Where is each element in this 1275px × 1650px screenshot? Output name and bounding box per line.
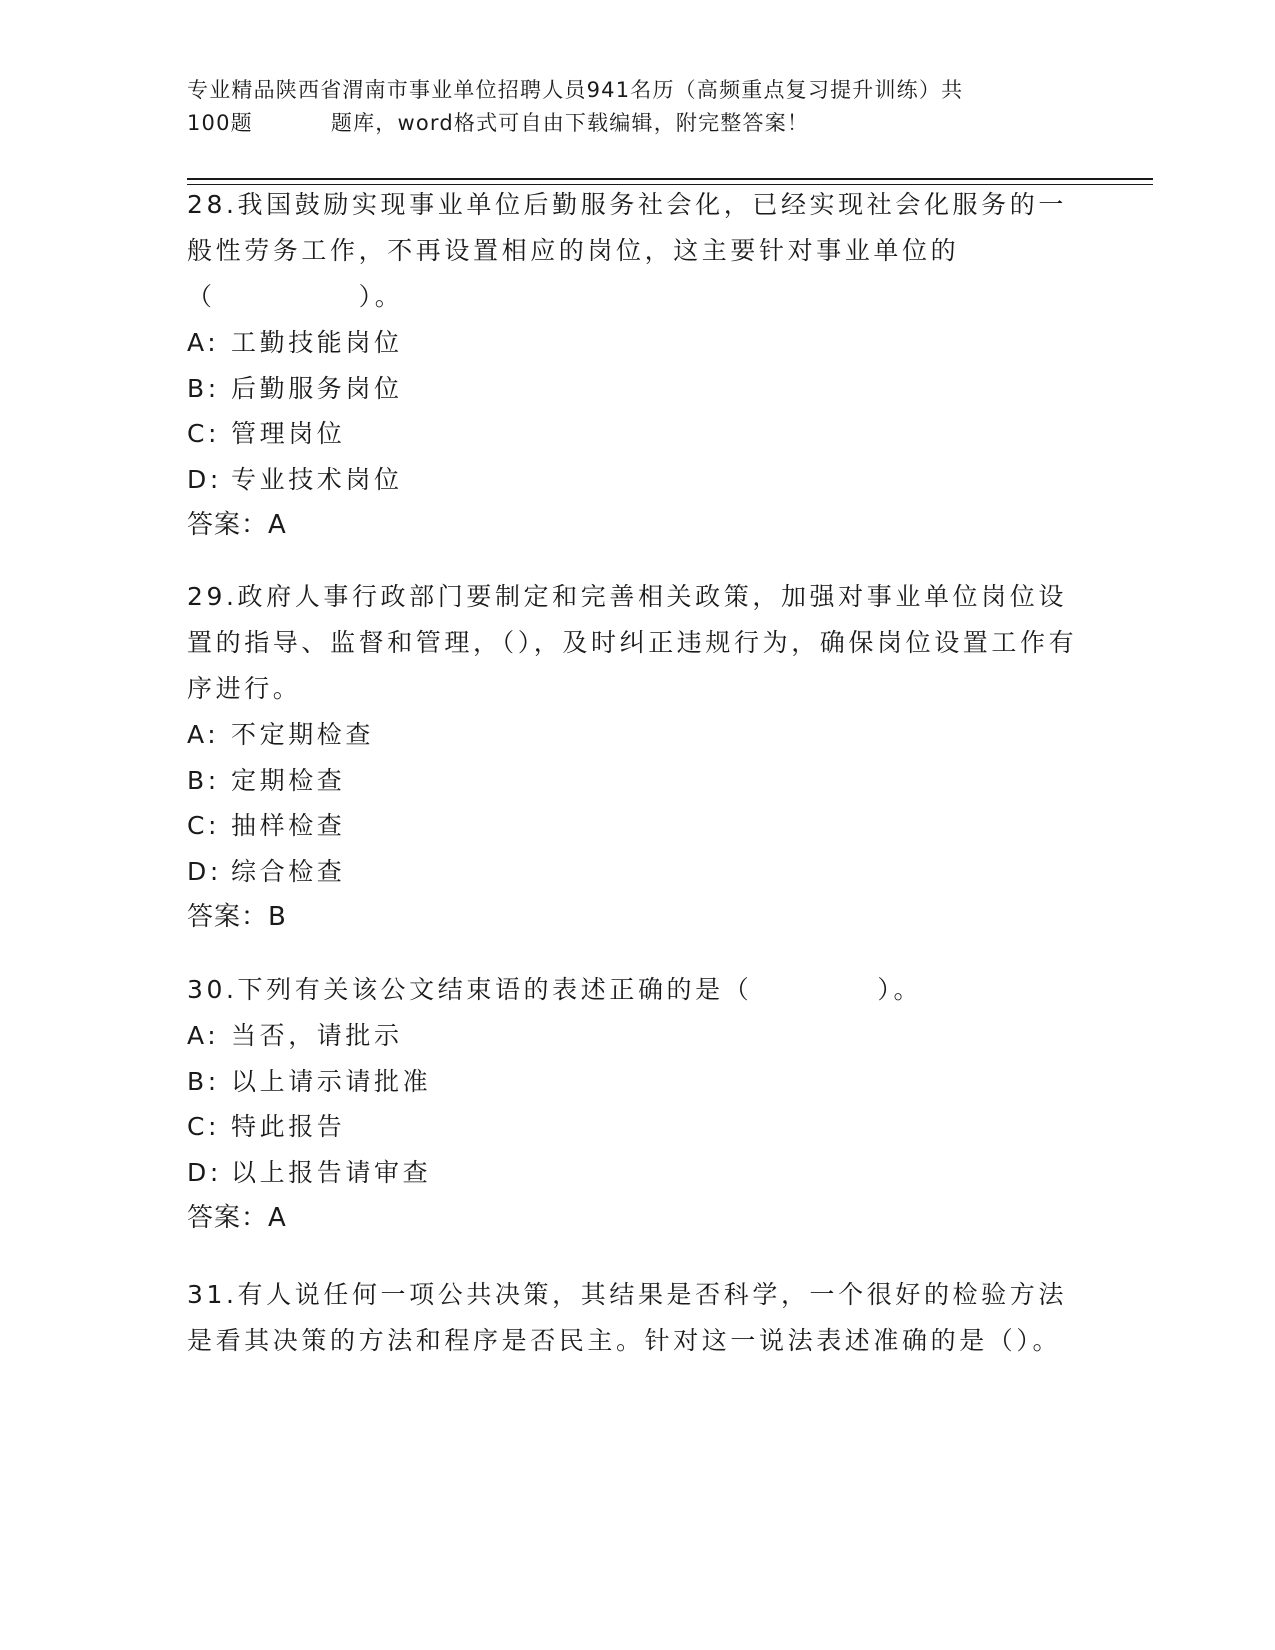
question-text: 31.有人说任何一项公共决策，其结果是否科学，一个很好的检验方法是看其决策的方法和程序是否民主。针对这一说法表述准确的是（）。 <box>187 1280 1067 1355</box>
option-text: 不定期检查 <box>231 720 375 749</box>
option-d <box>187 849 1087 895</box>
option-letter: D: <box>187 856 222 886</box>
option-text: 特此报告 <box>231 1112 346 1141</box>
question-30 <box>187 967 1087 1241</box>
question-text: 29.政府人事行政部门要制定和完善相关政策，加强对事业单位岗位设置的指导、监督和管理，（），及时纠正违规行为，确保岗位设置工作有序进行。 <box>187 582 1078 703</box>
option-c <box>187 803 1087 849</box>
header-line-2 <box>187 107 1067 140</box>
question-text-before: 30.下列有关该公文结束语的表述正确的是（ <box>187 975 753 1004</box>
option-text: 后勤服务岗位 <box>231 373 403 403</box>
question-text <box>187 967 1087 1013</box>
question-29 <box>187 574 1087 940</box>
option-b <box>187 1059 1087 1105</box>
option-c <box>187 1104 1087 1150</box>
option-letter: C: <box>187 1112 221 1141</box>
option-d <box>187 457 1087 503</box>
option-letter: A: <box>187 328 220 357</box>
header-count: 100题 <box>187 111 253 135</box>
document-header <box>187 74 1067 140</box>
option-b <box>187 758 1087 804</box>
option-a <box>187 1013 1087 1059</box>
option-letter: B: <box>187 1066 220 1096</box>
option-c <box>187 411 1087 457</box>
option-text: 以上请示请批准 <box>231 1066 432 1096</box>
question-28 <box>187 182 1087 548</box>
option-text: 工勤技能岗位 <box>231 328 403 357</box>
option-letter: B: <box>187 373 220 403</box>
option-letter: A: <box>187 720 220 749</box>
option-letter: C: <box>187 419 221 448</box>
option-text: 综合检查 <box>231 856 346 886</box>
header-divider-thick <box>187 178 1153 180</box>
answer: 答案：B <box>187 902 287 932</box>
answer: 答案：A <box>187 510 287 540</box>
option-text: 抽样检查 <box>231 811 346 840</box>
option-letter: D: <box>187 464 222 494</box>
question-31 <box>187 1272 1087 1364</box>
option-d <box>187 1150 1087 1196</box>
option-a <box>187 712 1087 758</box>
option-letter: A: <box>187 1021 220 1050</box>
answer: 答案：A <box>187 1203 287 1233</box>
option-text: 专业技术岗位 <box>231 464 403 494</box>
option-text: 当否，请批示 <box>231 1021 403 1050</box>
header-line-1: 专业精品陕西省渭南市事业单位招聘人员941名历（高频重点复习提升训练）共 <box>187 78 964 102</box>
option-letter: B: <box>187 765 220 795</box>
option-text: 以上报告请审查 <box>231 1157 432 1187</box>
option-a <box>187 320 1087 366</box>
option-text: 管理岗位 <box>231 419 346 448</box>
option-letter: C: <box>187 811 221 840</box>
header-description: 题库，word格式可自由下载编辑，附完整答案！ <box>330 111 810 135</box>
question-text: 28.我国鼓励实现事业单位后勤服务社会化，已经实现社会化服务的一般性劳务工作，不再设置相应的岗位，这主要针对事业单位的（ ）。 <box>187 190 1067 311</box>
option-b <box>187 366 1087 412</box>
option-text: 定期检查 <box>231 765 346 795</box>
option-letter: D: <box>187 1157 222 1187</box>
question-text-after: ）。 <box>877 975 923 1004</box>
